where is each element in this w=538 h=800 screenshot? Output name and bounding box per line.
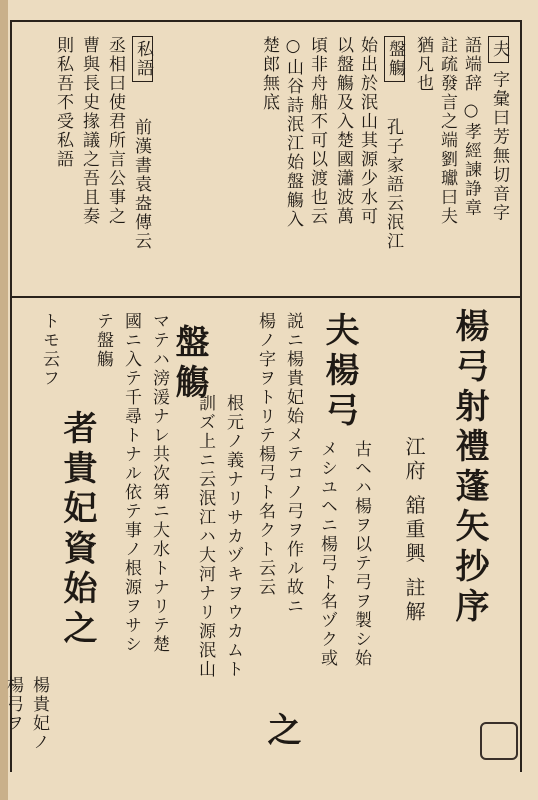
gloss-8: マテハ滂湲ナレ共次第ニ大水トナリテ楚 bbox=[149, 312, 169, 654]
top-col-7: 以盤觴及入楚國瀟波萬 bbox=[333, 36, 353, 226]
tail-text: 楊貴妃ノ bbox=[29, 676, 49, 752]
top-col-5-text: 孔子家語云泯江 bbox=[383, 118, 403, 251]
top-col-1 bbox=[488, 36, 509, 222]
top-col-9: ○山谷詩泯江始盤觴入 bbox=[283, 36, 303, 229]
heading-panshang: 盤觴 bbox=[169, 324, 209, 404]
top-col-12: 丞相曰使君所言公事之 bbox=[105, 36, 125, 226]
heading-fu-yangyu: 夫楊弓 bbox=[319, 312, 359, 432]
gloss-2: メシユヘニ楊弓ト名ヅク或 bbox=[317, 440, 337, 668]
main-line-big: 者貴妃資始之 bbox=[57, 410, 97, 650]
gloss-1: 古ヘハ楊ヲ以テ弓ヲ製シ始 bbox=[351, 440, 371, 668]
document-title: 楊弓射禮蓬矢抄序 bbox=[449, 308, 489, 628]
top-col-11-tag bbox=[132, 36, 153, 82]
top-col-11: 前漢書袁盎傳云 bbox=[131, 118, 151, 251]
tail-text-2: 楊弓ヲ bbox=[3, 676, 23, 733]
author-line: 江府 舘重興 註解 bbox=[402, 436, 426, 625]
top-col-10: 楚郎無底 bbox=[259, 36, 279, 112]
top-col-5 bbox=[384, 36, 405, 82]
gloss-5: 根元ノ義ナリサカヅキヲウカムト bbox=[223, 394, 243, 679]
gloss-9: 國ニ入テ千尋トナル依テ事ノ根源ヲサシ bbox=[121, 312, 141, 654]
top-col-2: 語端辞 ○孝經諫諍章 bbox=[461, 36, 481, 218]
gloss-10: テ盤觴 bbox=[93, 312, 113, 369]
gloss-6: 訓ズ上ニ云泯江ハ大河ナリ源泯山 bbox=[195, 394, 215, 679]
top-col-8: 頃非舟船不可以渡也云 bbox=[307, 36, 327, 226]
seal-stamp bbox=[480, 722, 518, 760]
tag-panshang: 盤觴 bbox=[384, 36, 405, 82]
top-col-3: 註疏發言之端劉瓛曰夫 bbox=[437, 36, 457, 226]
tag-siyu: 私語 bbox=[132, 36, 153, 82]
top-col-1-text: 字彙曰芳無切音字 bbox=[489, 70, 509, 223]
top-col-14: 則私吾不受私語 bbox=[53, 36, 73, 169]
char-zhi: 之 bbox=[261, 712, 301, 752]
gloss-12: トモ云フ bbox=[39, 312, 59, 388]
top-col-6: 始出於泯山其源少水可 bbox=[357, 36, 377, 226]
top-col-13: 曹與長史掾議之吾且奏 bbox=[79, 36, 99, 226]
tag-fu: 夫 bbox=[488, 36, 509, 63]
gloss-3: 説ニ楊貴妃始メテコノ弓ヲ作ル故ニ bbox=[283, 312, 303, 616]
top-col-4: 猶凡也 bbox=[413, 36, 433, 93]
gloss-4: 楊ノ字ヲトリテ楊弓ト名クト云云 bbox=[255, 312, 275, 597]
